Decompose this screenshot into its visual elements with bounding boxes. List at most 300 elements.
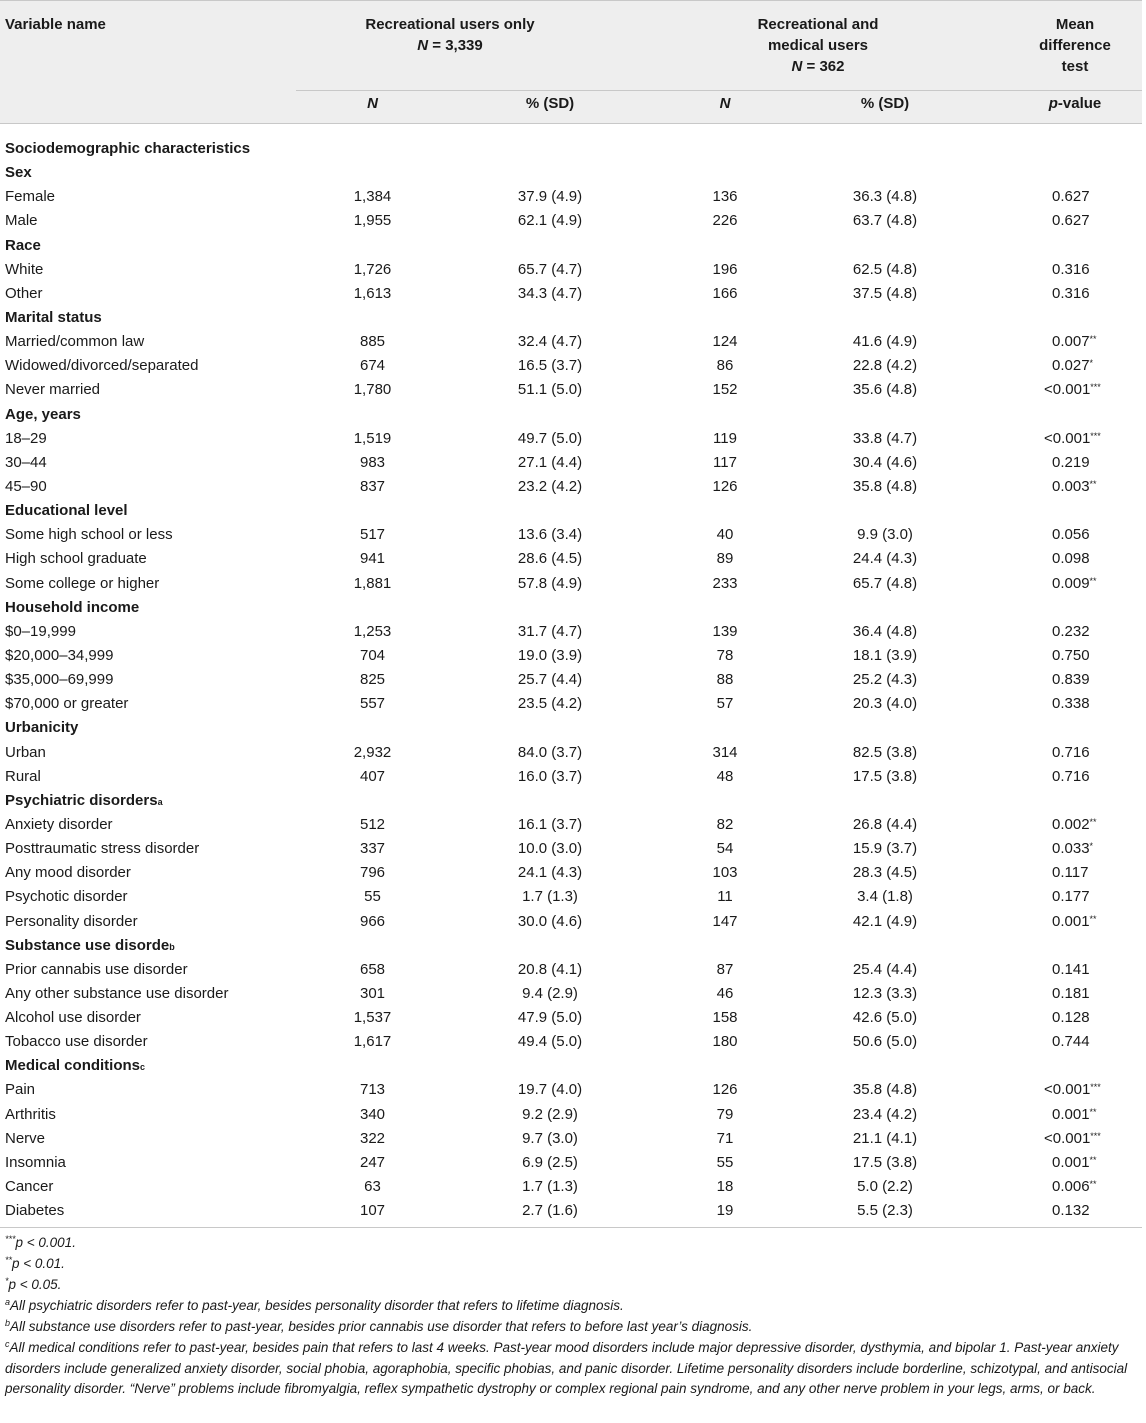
section-header-row [0,306,1142,330]
cell-pvalue: 0.716 [1052,767,1090,785]
cell-n-recreational: 983 [359,453,386,471]
cell-pvalue: 0.132 [1052,1202,1090,1220]
cell-pvalue: 0.839 [1052,671,1090,689]
cell-pvalue: 0.027* [1052,357,1094,375]
cell-n-recreational: 340 [359,1105,386,1123]
section-header-row [0,789,1142,813]
cell-pct-medical: 24.4 (4.3) [852,550,918,568]
row-label: $70,000 or greater [5,695,129,713]
cell-n-medical: 57 [716,695,734,713]
cell-n-medical: 87 [716,960,734,978]
cell-pvalue: 0.001** [1052,912,1097,930]
cell-n-medical: 82 [716,815,734,833]
row-label: Nerve [5,1129,46,1147]
cell-pct-recreational: 1.7 (1.3) [522,888,578,906]
cell-n-medical: 89 [716,550,734,568]
cell-pct-recreational: 19.0 (3.9) [517,646,583,664]
footnote [5,1233,1135,1254]
cell-n-recreational: 825 [359,671,386,689]
cell-pct-recreational: 16.1 (3.7) [517,815,583,833]
cell-pct-recreational: 34.3 (4.7) [517,284,583,302]
table-row [0,1006,1142,1030]
cell-n-medical: 88 [716,671,734,689]
cell-pvalue: 0.128 [1052,1009,1090,1027]
cell-pct-medical: 35.6 (4.8) [852,381,918,399]
footnote-marker: a [157,796,163,807]
cell-n-medical: 226 [712,212,738,230]
cell-pct-recreational: 49.4 (5.0) [517,1033,583,1051]
footnote-mark: ** [5,1254,13,1265]
cell-pct-medical: 62.5 (4.8) [852,260,918,278]
row-label: Some high school or less [5,526,173,544]
cell-pct-recreational: 49.7 (5.0) [517,429,583,447]
cell-pct-medical: 37.5 (4.8) [852,284,918,302]
cell-n-medical: 126 [712,1081,738,1099]
cell-pct-medical: 23.4 (4.2) [852,1105,918,1123]
cell-pvalue: <0.001*** [1044,381,1101,399]
table-row [0,451,1142,475]
significance-marker: * [1089,358,1094,369]
cell-pct-recreational: 9.4 (2.9) [522,984,578,1002]
cell-n-recreational: 55 [364,888,381,906]
cell-pct-medical: 5.5 (2.3) [857,1202,913,1220]
cell-pct-medical: 50.6 (5.0) [852,1033,918,1051]
cell-pct-medical: 42.1 (4.9) [852,912,918,930]
row-label: $35,000–69,999 [5,671,114,689]
header-test: Mean difference test [1039,16,1111,75]
header-group2: Recreational and medical users N = 362 [668,14,968,77]
cell-pvalue: 0.007** [1052,333,1097,351]
table-row [0,282,1142,306]
cell-pvalue: 0.316 [1052,260,1090,278]
cell-n-recreational: 885 [359,333,386,351]
cell-pct-recreational: 16.5 (3.7) [517,357,583,375]
row-label: Anxiety disorder [5,815,113,833]
cell-pct-recreational: 27.1 (4.4) [517,453,583,471]
cell-pct-recreational: 9.2 (2.9) [522,1105,578,1123]
cell-n-recreational: 512 [359,815,386,833]
cell-pct-recreational: 9.7 (3.0) [522,1129,578,1147]
footnote [5,1296,1135,1317]
table-row [0,475,1142,499]
section-label: Psychiatric disordersa [5,791,163,809]
row-label: Insomnia [5,1153,66,1171]
cell-pct-recreational: 13.6 (3.4) [517,526,583,544]
section-label: Sociodemographic characteristics [5,140,251,157]
cell-pct-recreational: 51.1 (5.0) [517,381,583,399]
cell-n-recreational: 322 [359,1129,386,1147]
header-group1 [300,14,600,56]
cell-pct-recreational: 2.7 (1.6) [522,1202,578,1220]
footnote-text: p < 0.01. [12,1255,65,1271]
footnote-mark: b [5,1317,11,1328]
cell-n-medical: 86 [716,357,734,375]
table-row [0,837,1142,861]
cell-n-recreational: 941 [359,550,386,568]
row-label: Other [5,284,43,302]
cell-n-recreational: 301 [359,984,386,1002]
cell-pvalue: 0.098 [1052,550,1090,568]
table-row [0,1175,1142,1199]
footnote-mark: *** [5,1233,16,1244]
header-group2-n: N = 362 [791,58,845,75]
table-row [0,861,1142,885]
section-header-row [0,403,1142,427]
subheader-pct1: % (SD) [525,95,575,112]
cell-pct-recreational: 84.0 (3.7) [517,743,583,761]
cell-pct-recreational: 28.6 (4.5) [517,550,583,568]
cell-n-medical: 78 [716,646,734,664]
cell-pct-recreational: 65.7 (4.7) [517,260,583,278]
cell-n-medical: 314 [712,743,738,761]
significance-marker: ** [1089,1179,1097,1190]
table-row [0,1103,1142,1127]
cell-pvalue: 0.627 [1052,188,1090,206]
footnote-marker: c [140,1062,146,1073]
cell-n-medical: 103 [712,864,738,882]
row-label: $20,000–34,999 [5,646,114,664]
cell-n-medical: 166 [712,284,738,302]
cell-n-recreational: 557 [359,695,386,713]
footnote-text: All psychiatric disorders refer to past-year, besides personality disorder that refers to lifetime diagnosis. [10,1297,624,1313]
cell-pvalue: 0.316 [1052,284,1090,302]
cell-n-medical: 11 [717,888,733,906]
cell-pvalue: 0.002** [1052,815,1097,833]
cell-pvalue: 0.117 [1052,864,1089,882]
cell-pct-recreational: 24.1 (4.3) [517,864,583,882]
cell-pct-recreational: 37.9 (4.9) [517,188,583,206]
cell-n-medical: 124 [712,333,738,351]
row-label: Personality disorder [5,912,138,930]
section-header-row [0,161,1142,185]
table-row [0,572,1142,596]
section-header-row [0,234,1142,258]
cell-n-medical: 46 [716,984,734,1002]
cell-pct-medical: 41.6 (4.9) [852,333,918,351]
row-label: Never married [5,381,101,399]
row-label: Female [5,188,56,206]
significance-marker: ** [1089,1154,1097,1165]
cell-n-recreational: 63 [364,1178,381,1196]
row-label: Prior cannabis use disorder [5,960,188,978]
subheader-pvalue: p-value [1048,95,1102,112]
cell-n-medical: 40 [716,526,734,544]
cell-pct-medical: 28.3 (4.5) [852,864,918,882]
row-label: 45–90 [5,477,47,495]
cell-pct-recreational: 31.7 (4.7) [517,622,583,640]
cell-pvalue: 0.232 [1052,622,1090,640]
table-row [0,427,1142,451]
cell-pct-medical: 9.9 (3.0) [857,526,913,544]
cell-n-recreational: 1,613 [353,284,392,302]
cell-pvalue: 0.001** [1052,1153,1097,1171]
significance-marker: ** [1089,816,1097,827]
cell-pct-medical: 63.7 (4.8) [852,212,918,230]
significance-marker: *** [1090,430,1101,441]
cell-pct-recreational: 32.4 (4.7) [517,333,583,351]
section-header-row [0,596,1142,620]
significance-marker: * [1089,841,1094,852]
row-label: Pain [5,1081,36,1099]
cell-n-recreational: 1,955 [353,212,392,230]
section-label: Sex [5,164,32,182]
cell-n-medical: 139 [712,622,738,640]
cell-n-recreational: 1,537 [353,1009,392,1027]
footnote-marker: b [169,941,175,952]
cell-n-recreational: 517 [359,526,386,544]
section-header-row [0,137,1142,161]
cell-n-recreational: 107 [359,1202,386,1220]
cell-pct-medical: 3.4 (1.8) [857,888,913,906]
cell-n-medical: 71 [716,1129,734,1147]
table-row [0,354,1142,378]
cell-n-medical: 19 [716,1202,734,1220]
section-label: Age, years [5,405,81,423]
cell-pct-medical: 17.5 (3.8) [852,1153,918,1171]
significance-marker: ** [1089,1106,1097,1117]
cell-pct-medical: 65.7 (4.8) [852,574,918,592]
cell-pvalue: 0.744 [1052,1033,1090,1051]
table-row [0,741,1142,765]
cell-n-medical: 117 [713,453,737,471]
section-label: Substance use disordeb [5,936,175,954]
table-row [0,547,1142,571]
significance-marker: *** [1090,1130,1101,1141]
table-body [0,124,1142,1223]
footnote-mark: * [5,1275,9,1286]
cell-n-recreational: 966 [359,912,386,930]
cell-pct-recreational: 23.5 (4.2) [517,695,583,713]
cell-pct-recreational: 20.8 (4.1) [517,960,583,978]
cell-n-recreational: 2,932 [353,743,392,761]
cell-pvalue: <0.001*** [1044,429,1101,447]
cell-pvalue: 0.033* [1052,840,1094,858]
cell-pct-medical: 33.8 (4.7) [852,429,918,447]
cell-n-recreational: 837 [359,477,386,495]
footnote [5,1275,1135,1296]
cell-n-recreational: 674 [359,357,386,375]
cell-n-recreational: 1,780 [353,381,392,399]
cell-n-medical: 180 [712,1033,738,1051]
header-group1-n: N = 3,339 [417,37,483,54]
cell-n-medical: 152 [712,381,738,399]
cell-pct-medical: 35.8 (4.8) [852,477,918,495]
cell-pct-medical: 25.4 (4.4) [852,960,918,978]
section-header-row [0,1054,1142,1078]
table-row [0,523,1142,547]
cell-pct-medical: 20.3 (4.0) [852,695,918,713]
row-label: Tobacco use disorder [5,1033,148,1051]
cell-n-recreational: 1,253 [353,622,392,640]
footnote-mark: c [5,1338,10,1349]
cell-pvalue: 0.056 [1052,526,1090,544]
subheader-n2: N [719,95,731,112]
footnote-text: p < 0.05. [8,1276,62,1292]
section-header-row [0,934,1142,958]
significance-marker: ** [1089,334,1097,345]
table-row [0,692,1142,716]
table-row [0,910,1142,934]
cell-pct-recreational: 19.7 (4.0) [517,1081,583,1099]
table-row [0,1030,1142,1054]
table-header [0,0,1142,124]
row-label: Any other substance use disorder [5,984,229,1002]
cell-pct-medical: 22.8 (4.2) [852,357,918,375]
section-label: Medical conditionsc [5,1057,146,1075]
cell-pct-medical: 26.8 (4.4) [852,815,918,833]
cell-n-recreational: 796 [359,864,386,882]
footnote [5,1254,1135,1275]
section-label: Household income [5,598,140,616]
footnote-text: All substance use disorders refer to past-year, besides prior cannabis use disorder that refers to before last year’s diagnosis. [10,1318,753,1334]
cell-pct-medical: 18.1 (3.9) [852,646,918,664]
header-group1-title: Recreational users only [365,16,535,33]
cell-pct-recreational: 30.0 (4.6) [517,912,583,930]
row-label: Posttraumatic stress disorder [5,840,200,858]
cell-pct-medical: 25.2 (4.3) [852,671,918,689]
table-row [0,330,1142,354]
cell-n-recreational: 1,726 [353,260,392,278]
cell-pct-recreational: 6.9 (2.5) [522,1153,578,1171]
cell-n-medical: 48 [716,767,734,785]
cell-pvalue: 0.627 [1052,212,1090,230]
row-label: Any mood disorder [5,864,131,882]
cell-pvalue: 0.009** [1052,574,1097,592]
row-label: Alcohol use disorder [5,1009,141,1027]
row-label: Some college or higher [5,574,160,592]
significance-marker: ** [1089,913,1097,924]
section-label: Educational level [5,502,128,520]
row-label: Psychotic disorder [5,888,128,906]
cell-pvalue: 0.177 [1052,888,1090,906]
significance-marker: ** [1089,478,1097,489]
table-row [0,668,1142,692]
cell-pvalue: 0.001** [1052,1105,1097,1123]
cell-pct-medical: 36.4 (4.8) [852,622,918,640]
significance-marker: ** [1089,575,1097,586]
cell-pct-medical: 12.3 (3.3) [852,984,918,1002]
table-row [0,1199,1142,1223]
cell-pct-medical: 82.5 (3.8) [852,743,918,761]
cell-n-medical: 147 [712,912,738,930]
footnote-text: All medical conditions refer to past-year, besides pain that refers to last 4 weeks. Past-year mood disorders include major depressive disorder, dysthymia, and bipolar 1. Past-year anxiety disorders include generalized anxiety disorder, social phobia, agoraphobia, specific phobias, and panic disorder. Lifetime personality disorders include borderline, schizotypal, and antisocial personality disorder. “Nerve” problems include fibromyalgia, reflex sympathetic dystrophy or complex regional pain syndrome, and any other nerve problem in your legs, arms, or back. [5,1339,1128,1396]
section-header-row [0,499,1142,523]
cell-pct-recreational: 47.9 (5.0) [517,1009,583,1027]
cell-pct-recreational: 10.0 (3.0) [517,840,583,858]
cell-pct-medical: 30.4 (4.6) [852,453,918,471]
significance-marker: *** [1090,1082,1101,1093]
cell-pct-recreational: 16.0 (3.7) [517,767,583,785]
cell-pvalue: 0.338 [1052,695,1090,713]
row-label: Widowed/divorced/separated [5,357,199,375]
cell-pct-recreational: 23.2 (4.2) [517,477,583,495]
footnote [5,1317,1135,1338]
significance-marker: *** [1090,382,1101,393]
header-divider [296,90,1142,91]
table-row [0,1078,1142,1102]
cell-pvalue: 0.219 [1052,453,1090,471]
table-row [0,765,1142,789]
row-label: 30–44 [5,453,47,471]
footnote-text: p < 0.001. [15,1234,76,1250]
cell-pvalue: 0.006** [1052,1178,1097,1196]
cell-n-medical: 54 [716,840,734,858]
cell-pct-recreational: 57.8 (4.9) [517,574,583,592]
row-label: 18–29 [5,429,47,447]
footnote-mark: a [5,1296,11,1307]
table-row [0,644,1142,668]
cell-pct-medical: 42.6 (5.0) [852,1009,918,1027]
cell-pct-medical: 17.5 (3.8) [852,767,918,785]
cell-n-medical: 79 [716,1105,734,1123]
table-row [0,958,1142,982]
header-variable-name: Variable name [5,16,106,33]
table-row [0,185,1142,209]
table-row [0,620,1142,644]
cell-n-recreational: 1,617 [353,1033,392,1051]
cell-n-medical: 119 [713,429,737,447]
cell-pct-recreational: 1.7 (1.3) [522,1178,578,1196]
table-row [0,209,1142,233]
cell-n-medical: 18 [716,1178,734,1196]
row-label: Diabetes [5,1202,65,1220]
cell-n-medical: 136 [712,188,738,206]
subheader-n1: N [367,95,378,112]
cell-n-medical: 196 [712,260,738,278]
section-header-row [0,716,1142,740]
cell-n-medical: 126 [712,477,738,495]
cell-n-medical: 55 [716,1153,734,1171]
footnotes [5,1233,1135,1399]
cell-pct-medical: 36.3 (4.8) [852,188,918,206]
row-label: Arthritis [5,1105,56,1123]
cell-pct-medical: 5.0 (2.2) [857,1178,913,1196]
cell-n-recreational: 1,384 [353,188,392,206]
row-label: Urban [5,743,46,761]
section-label: Marital status [5,308,102,326]
table-row [0,1151,1142,1175]
table-bottom-rule [0,1227,1142,1228]
cell-n-recreational: 704 [359,646,386,664]
cell-pct-recreational: 62.1 (4.9) [517,212,583,230]
table-row [0,982,1142,1006]
cell-pvalue: 0.181 [1052,984,1090,1002]
footnote [5,1338,1135,1399]
cell-n-recreational: 337 [359,840,386,858]
row-label: Rural [5,767,41,785]
cell-n-recreational: 407 [359,767,386,785]
cell-n-recreational: 1,519 [353,429,392,447]
cell-n-medical: 233 [712,574,738,592]
cell-pvalue: 0.750 [1052,646,1090,664]
row-label: White [5,260,44,278]
cell-n-recreational: 1,881 [353,574,392,592]
cell-pvalue: 0.003** [1052,477,1097,495]
table-row [0,378,1142,402]
cell-pvalue: <0.001*** [1044,1081,1101,1099]
cell-pct-medical: 15.9 (3.7) [852,840,918,858]
table-row [0,258,1142,282]
cell-pct-medical: 35.8 (4.8) [852,1081,918,1099]
section-label: Race [5,236,41,254]
row-label: Cancer [5,1178,54,1196]
cell-n-recreational: 713 [359,1081,386,1099]
row-label: Male [5,212,38,230]
cell-n-medical: 158 [712,1009,738,1027]
cell-n-recreational: 658 [359,960,386,978]
cell-pct-medical: 21.1 (4.1) [852,1129,918,1147]
cell-pvalue: 0.716 [1052,743,1090,761]
